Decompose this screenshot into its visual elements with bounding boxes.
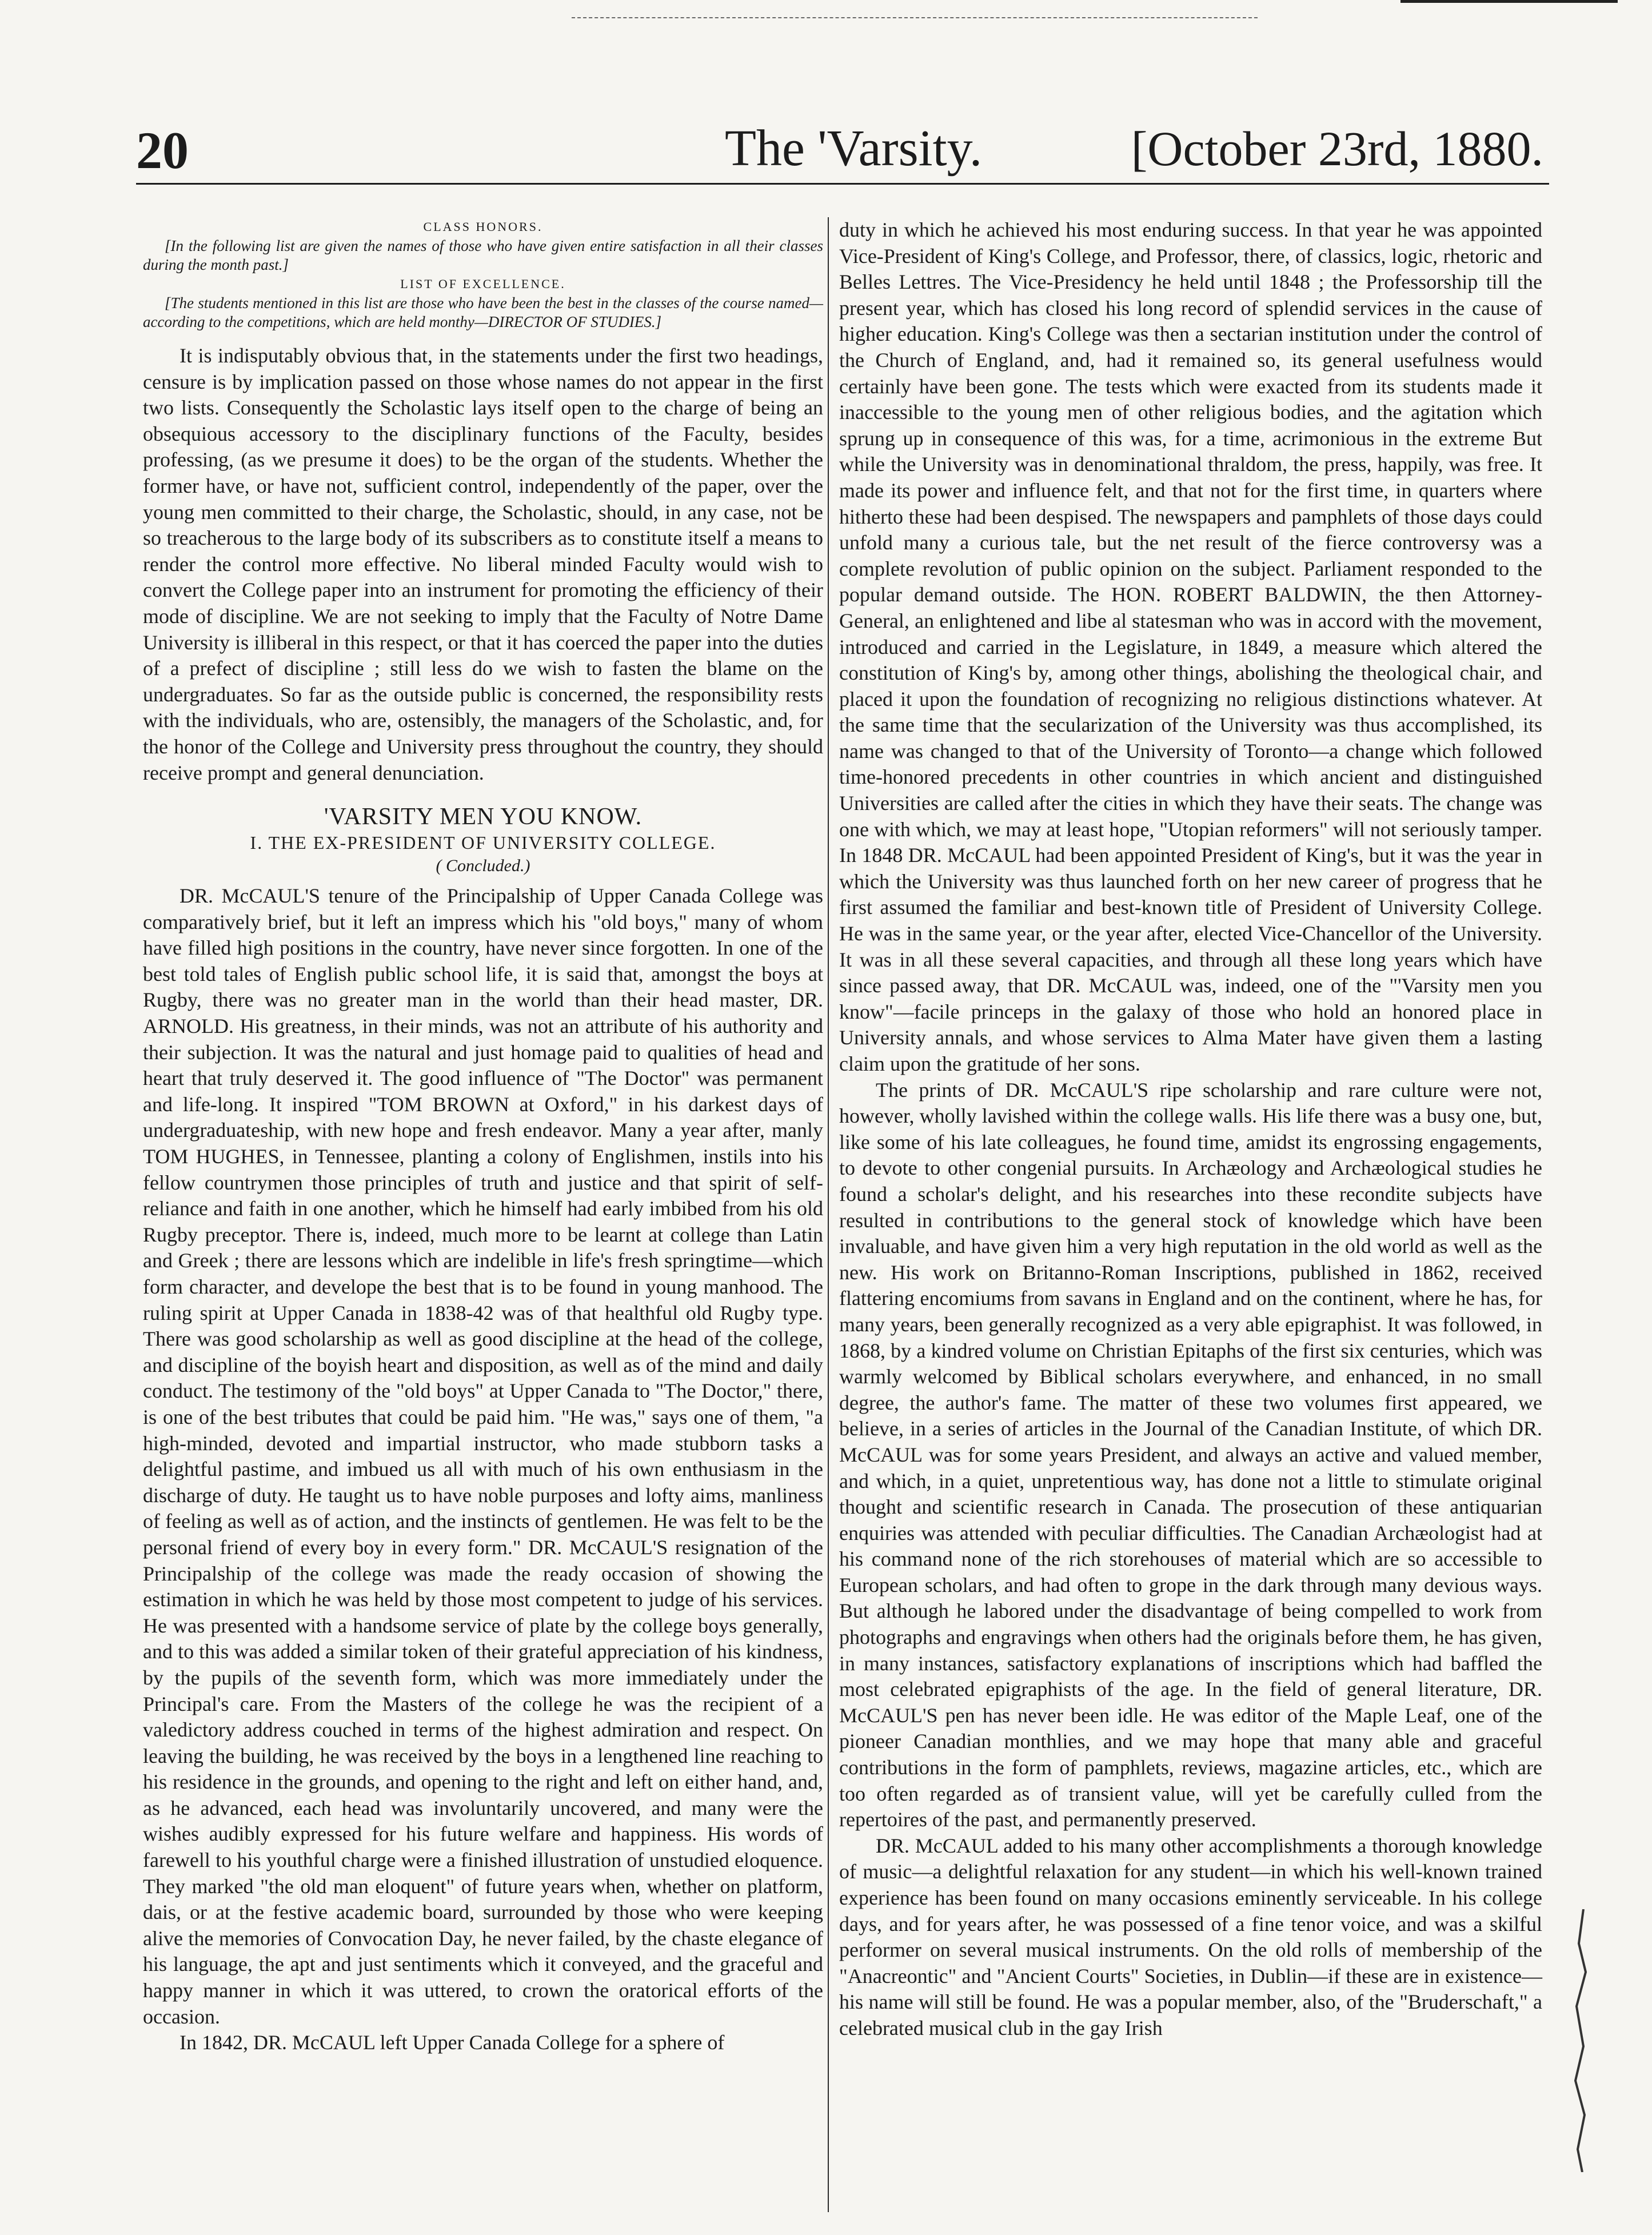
article-paragraph-3: The prints of DR. McCAUL'S ripe scholarship and rare culture were not, however, wholly lavished within the college walls. His life there was a busy one, but, like some of his late colleagues, he found time, amidst its engrossing engagements, to devote to other congenial pursuits. In Archæology and Archæological studies he found a scholar's delight, and his researches into these recondite subjects have resulted in contributions to the general stock of knowledge which have been invaluable, and have given him a very high reputation in the old world as well as the new. His work on Britanno-Roman Inscriptions, published in 1862, received flattering encomiums from savans in England and on the continent, where he has, for many years, been generally recognized as a very able epigraphist. It was followed, in 1868, by a kindred volume on Christian Epitaphs of the first six centuries, which was warmly welcomed by Biblical scholars everywhere, and enhanced, in no small degree, the author's fame. The matter of these two volumes first appeared, we believe, in a series of articles in the Journal of the Canadian Institute, of which DR. McCAUL was for some years President, and always an active and valued member, and which, in a quiet, unpretentious way, has done not a little to stimulate original thought and scientific research in Canada. The prosecution of these antiquarian enquiries was attended with peculiar difficulties. The Canadian Archæologist had at his command none of the rich storehouses of material which are so accessible to European scholars, and had often to grope in the dark through many devious ways. But although he labored under the disadvantage of being compelled to work from photographs and engravings when others had the originals before them, he has given, in many instances, satisfactory explanations of inscriptions which had baffled the most celebrated epigraphists of the age. In the field of general literature, DR. McCAUL'S pen has never been idle. He was editor of the Maple Leaf, one of the pioneer Canadian monthlies, and we may hope that many able and graceful contributions in the form of pamphlets, reviews, magazine articles, etc., which are too often regarded as of transient value, will yet be carefully culled from the repertoires of the past, and permanently preserved. — [839, 1078, 1542, 1831]
class-honors-heading: CLASS HONORS. — [423, 219, 543, 234]
section-title: 'VARSITY MEN YOU KNOW. — [324, 804, 643, 831]
excellence-heading: LIST OF EXCELLENCE. — [400, 277, 566, 291]
section-concluded-note: ( Concluded.) — [436, 856, 530, 876]
masthead-title: The 'Varsity. — [725, 120, 983, 177]
issue-date: [October 23rd, 1880. — [1131, 121, 1543, 176]
excellence-note: [The students mentioned in this list are those who have been the best in the classes of the course named—according to the competitions, which are held monthy—DIRECTOR OF STUDIES.] — [143, 294, 823, 330]
scan-noise-line — [572, 17, 1258, 19]
class-honors-note: [In the following list are given the names of those who have given entire satisfaction in all their classes during the month past.] — [143, 237, 823, 273]
page-number: 20 — [136, 121, 189, 179]
column-divider — [828, 217, 829, 2212]
article-paragraph-2-start: In 1842, DR. McCAUL left Upper Canada College for a sphere of — [179, 2031, 725, 2054]
page-header — [136, 109, 1549, 185]
scan-edge-mark — [1400, 0, 1618, 20]
editorial-paragraph: It is indisputably obvious that, in the statements under the first two headings, censure is by implication passed on those whose names do not appear in the first two lists. Consequently the Scholastic lays itself open to the charge of being an obsequious accessory to the disciplinary functions of the Faculty, besides professing, (as we presume it does) to be the organ of the students. Whether the former have, or have not, sufficient control, independently of the paper, over the young men committed to their charge, the Scholastic, should, in any case, not be so treacherous to the large body of its subscribers as to constitute itself a means to render the control more effective. No liberal minded Faculty would wish to convert the College paper into an instrument for promoting the efficiency of their mode of discipline. We are not seeking to imply that the Faculty of Notre Dame University is illiberal in this respect, or that it has coerced the paper into the duties of a prefect of discipline ; still less do we wish to fasten the blame on the undergraduates. So far as the outside public is concerned, the responsibility rests with the individuals, who are, ostensibly, the managers of the Scholastic, and, for the honor of the College and University press throughout the country, they should receive prompt and general denunciation. — [143, 344, 823, 784]
article-paragraph-1: DR. McCAUL'S tenure of the Principalship of Upper Canada College was comparatively brief, but it left an impress which his "old boys," many of whom have filled high positions in the country, have never since forgotten. In one of the best told tales of English public school life, it is said that, amongst the boys at Rugby, there was no greater man in the world than their head master, DR. ARNOLD. His greatness, in their minds, was not an attribute of his authority and their subjection. It was the natural and just homage paid to qualities of head and heart that truly deserved it. The good influence of "The Doctor" was permanent and life-long. It inspired "TOM BROWN at Oxford," in his darkest days of undergraduateship, with new hope and fresh endeavor. Many a year after, manly TOM HUGHES, in Tennessee, planting a colony of Englishmen, instils into his fellow countrymen those principles of truth and justice and that spirit of self-reliance and faith in one another, which he himself had early imbibed from his old Rugby preceptor. There is, indeed, much more to be learnt at college than Latin and Greek ; there are lessons which are indelible in life's fresh springtime—which form character, and develope the best that is to be found in young manhood. The ruling spirit at Upper Canada in 1838-42 was of that healthful old Rugby type. There was good scholarship as well as good discipline at the head of the college, and discipline of the boyish heart and disposition, as well as of the mind and daily conduct. The testimony of the "old boys" at Upper Canada to "The Doctor," there, is one of the best tributes that could be paid him. "He was," says one of them, "a high-minded, devoted and impartial instructor, who made stubborn tasks a delightful pastime, and imbued us all with much of his own enthusiasm in the discharge of duty. He taught us to have noble purposes and lofty aims, manliness of feeling as well as of action, and the instincts of gentlemen. He was felt to be the personal friend of every boy in every form." DR. McCAUL'S resignation of the Principalship of the college was made the ready occasion of showing the estimation in which he was held by those most competent to judge of his services. He was presented with a handsome service of plate by the college boys generally, and to this was added a similar token of their grateful appreciation of his kindness, by the pupils of the seventh form, which was more immediately under the Principal's care. From the Masters of the college he was the recipient of a valedictory address couched in terms of the highest admiration and respect. On leaving the building, he was received by the boys in a lengthened line reaching to his residence in the grounds, and opening to the right and left on either hand, and, as he advanced, each head was involuntarily uncovered, and many were the wishes audibly expressed for his future welfare and happiness. His words of farewell to his youthful charge were a finished illustration of unstudied eloquence. They marked "the old man eloquent" of future years when, whether on platform, dais, or at the festive academic board, surrounded by those who were keeping alive the memories of Convocation Day, he never failed, by the chaste elegance of his language, the apt and just sentiments which it conveyed, and the graceful and happy manner in which it was uttered, to crown the oratorical efforts of the occasion. — [143, 884, 823, 2028]
section-subtitle: I. THE EX-PRESIDENT OF UNIVERSITY COLLEGE. — [250, 832, 716, 853]
scan-edge-damage — [1566, 1909, 1589, 2172]
right-column — [839, 217, 1542, 2218]
left-column — [143, 217, 823, 2218]
article-paragraph-4: DR. McCAUL added to his many other accomplishments a thorough knowledge of music—a delightful relaxation for any student—in which his well-known trained experience has been found on many occasions eminently serviceable. In his college days, and for years after, he was possessed of a fine tenor voice, and was a skilful performer on several musical instruments. On the old rolls of membership of the "Anacreontic" and "Ancient Courts" Societies, in Dublin—if these are in existence—his name will still be found. He was a popular member, also, of the "Bruderschaft," a celebrated musical club in the gay Irish — [839, 1834, 1542, 2040]
article-paragraph-2-continued: duty in which he achieved his most enduring success. In that year he was appointed Vice-President of King's College, and Professor, there, of classics, logic, rhetoric and Belles Lettres. The Vice-Presidency he held until 1848 ; the Professorship till the present year, which has closed his long record of splendid services in the cause of higher education. King's College was then a sectarian institution under the control of the Church of England, and, had it remained so, its general usefulness would certainly have been gone. The tests which were exacted from its students made it inaccessible to the young men of other religious bodies, and the agitation which sprung up in consequence of this was, for a time, acrimonious in the extreme But while the University was in denominational thraldom, the press, happily, was free. It made its power and influence felt, and that not for the first time, in quarters where hitherto these had been despised. The newspapers and pamphlets of those days could unfold many a curious tale, but the net result of the fierce controversy was a complete revolution of public opinion on the subject. Parliament responded to the popular demand outside. The HON. ROBERT BALDWIN, the then Attorney-General, an enlightened and libe al statesman who was in accord with the movement, introduced and carried in the Legislature, in 1849, a measure which altered the constitution of King's by, among other things, abolishing the theological chair, and placed it upon the foundation of recognizing no religious distinctions whatever. At the same time that the secularization of the University was thus accomplished, its name was changed to that of the University of Toronto—a change which followed time-honored precedents in other countries in which ancient and distinguished Universities are called after the cities in which they have their seats. The change was one with which, we may at least hope, "Utopian reformers" will not seriously tamper. In 1848 DR. McCAUL had been appointed President of King's, but it was the year in which the University was thus launched forth on her new career of progress that he first assumed the familiar and best-known title of President of University College. He was in the same year, or the year after, elected Vice-Chancellor of the University. It was in all these several capacities, and through all these long years which have since passed away, that DR. McCAUL was, indeed, one of the "'Varsity men you know"—facile princeps in the galaxy of those who hold an honored place in University annals, and whose services to Alma Mater have given them a lasting claim upon the gratitude of her sons. — [839, 218, 1542, 1075]
